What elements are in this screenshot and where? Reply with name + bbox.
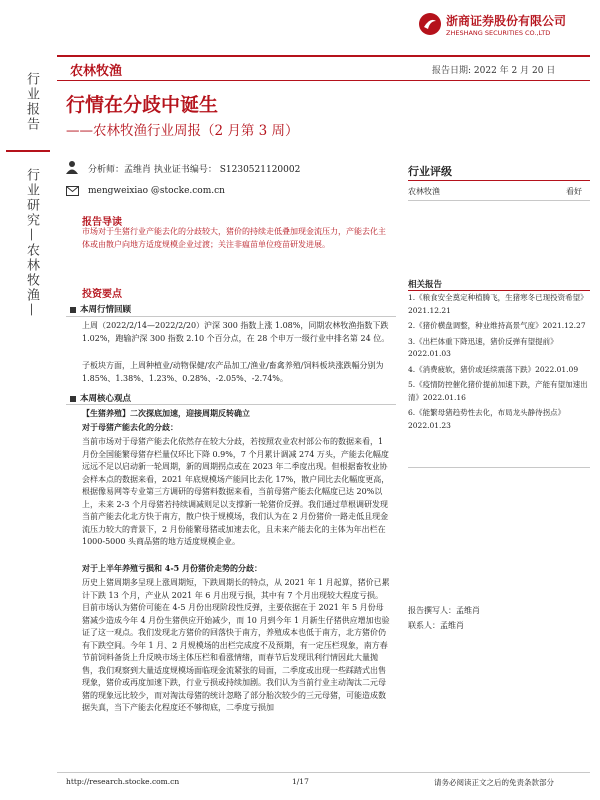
header-rule bbox=[57, 55, 590, 57]
rating-sector: 农林牧渔 bbox=[408, 187, 440, 196]
footer-url[interactable]: http://research.stocke.com.cn bbox=[66, 777, 180, 786]
rating-bottom-rule bbox=[408, 200, 590, 201]
review-p2: 子板块方面，上周种植业/动物保健/农产品加工/渔业/畜禽养殖/饲料板块涨跌幅分别为 1.85%、1.38%、1.23%、0.28%、-2.05%、-2.74%。 bbox=[82, 361, 384, 383]
report-date: 报告日期: 2022 年 2 月 20 日 bbox=[432, 66, 556, 76]
footer-disclaimer: 请务必阅读正文之后的免责条款部分 bbox=[434, 778, 554, 787]
guide-title: 报告导读 bbox=[82, 217, 122, 228]
bullet-icon bbox=[70, 307, 76, 313]
q1-heading: 对于母猪产能去化的分歧： bbox=[82, 422, 178, 432]
sidebar-top: 行业报告 bbox=[24, 72, 39, 132]
related-title: 相关报告 bbox=[408, 280, 443, 290]
review-heading bbox=[70, 303, 131, 315]
header-thin-rule bbox=[57, 80, 590, 81]
sector-tag: 农林牧渔 bbox=[70, 64, 123, 79]
analyst-email[interactable]: mengweixiao @stocke.com.cn bbox=[88, 186, 225, 196]
logo-cn: 浙商证券股份有限公司 bbox=[446, 14, 567, 28]
bullet-icon bbox=[70, 396, 76, 402]
sidebar-bottom: 行业研究—农林牧渔— bbox=[24, 168, 39, 318]
review-title: 本周行情回顾 bbox=[80, 305, 132, 315]
core-title: 本周核心观点 bbox=[80, 394, 132, 404]
guide-text: 市场对于生猪行业产能去化的分歧较大，猪价的持续走低叠加现金流压力，产能去化主体或由散户向地方适度规模企业过渡；关注非瘟苗单位疫苗研发进展。 bbox=[82, 227, 386, 249]
related-bottom-rule bbox=[408, 467, 590, 468]
report-author: 报告撰写人：孟维肖 bbox=[408, 606, 480, 615]
page-subtitle: ——农林牧渔行业周报（2 月第 3 周） bbox=[66, 123, 299, 139]
q2-heading: 对于上半年养殖亏损和 4-5 月份猪价走势的分歧： bbox=[82, 563, 263, 573]
sidebar-divider bbox=[6, 150, 50, 152]
zheshang-logo-icon bbox=[418, 12, 442, 36]
q2-text: 历史上猪周期多呈现上涨周期短，下跌周期长的特点，从 2021 年 1 月起算，猪价已累计下跌 13 个月，产业从 2021 年 6 月出现亏损，其中有 7 个月出现较大程度亏损。目前市场认为猪价可能在 4-5 月份出现阶段性反弹，主要依据在于 2021 年 5 月份母猪减少造成今年 4 月份生猪供应开始减少，而 10 月到今年 1 月新生仔猪供应增加也验证了这一观点。我们发现北方猪价的回落快于南方，养殖成本也低于南方，北方猪价仍有下跌空间。今年 1 月、2 月规模场的出栏完成度不及预期，有一定压栏现象，南方春节前饲料备货上升反映市场主体压栏和看涨情绪，而春节后发现讯利行情因此大量抛售，我们观察到大量适度规模场面临现金流紧张的局面，二季度或出现一些踩踏式出售现象，猪价或再度加速下跌，行业亏损或持续加剧。我们认为当前行业主动淘汰二元母猪的现象远比较少，而对淘汰母猪的统计忽略了部分胎次较少的三元母猪，可能造成数据失真，当下产能去化程度还不够彻底，二季度亏损加 bbox=[82, 578, 390, 712]
related-item[interactable]: 6.《能繁母猪趋势性去化，布局龙头静待拐点》2022.01.23 bbox=[408, 408, 566, 430]
logo-en: ZHESHANG SECURITIES CO.,LTD bbox=[446, 29, 551, 37]
rating-rule bbox=[408, 180, 590, 181]
review-rule bbox=[66, 316, 396, 317]
email-icon bbox=[66, 186, 79, 196]
related-item[interactable]: 5.《疫情防控催化猪价提前加速下跌，产能有望加速出清》2022.01.16 bbox=[408, 380, 588, 402]
logo bbox=[418, 10, 588, 44]
person-icon bbox=[66, 160, 78, 174]
core-rule bbox=[66, 404, 396, 405]
review-p1: 上周（2022/2/14—2022/2/20）沪深 300 指数上涨 1.08%，同期农林牧渔指数下跌 1.02%，跑输沪深 300 指数 2.10 个百分点，在 28 个申万一级行业中排名第 24 位。 bbox=[82, 321, 390, 343]
rating-title: 行业评级 bbox=[408, 165, 452, 178]
related-item[interactable]: 1.《粮食安全奠定种植腾飞，生猪寒冬已现投资希望》2021.12.21 bbox=[408, 293, 588, 315]
core-heading: 【生猪养殖】二次探底加速，迎接周期反转确立 bbox=[82, 408, 250, 418]
related-item[interactable]: 2.《猪价横盘调整，种业维持高景气度》2021.12.27 bbox=[408, 321, 586, 330]
rating-value: 看好 bbox=[566, 187, 582, 196]
analyst-line: 分析师：孟维肖 执业证书编号： S1230521120002 bbox=[88, 165, 301, 175]
related-item[interactable]: 4.《消费疲软，猪价或延续震荡下跌》2022.01.09 bbox=[408, 364, 579, 374]
report-contact: 联系人：孟维肖 bbox=[408, 621, 464, 630]
page-title: 行情在分歧中诞生 bbox=[66, 94, 219, 116]
related-item[interactable]: 3.《出栏体重下降迅速，猪价反弹有望提前》2022.01.03 bbox=[408, 336, 558, 358]
q1-text: 当前市场对于母猪产能去化依然存在较大分歧，若按照农业农村部公布的数据来看，1 月份全国能繁母猪存栏量仅环比下降 0.9%，7 个月累计调减 274 万头，产能去化幅度远远不足以启动新一轮周期，新的周期拐点或在 2023 年二季度出现。但根据畜牧业协会样本点的数据来看，2021 年底规模场产能同比去化 17%，散户同比去化幅度更高，根据像易网等专业第三方调研的母猪料数据来看，当前母猪产能去化幅度已达 20%以上，未来 2-3 个月母猪若持续调减则足以支撑新一轮猪价反弹。我们通过草根调研发现当前产能去化北方快于南方，散户快于规模场，我们认为在 2 月份猪价一路走低且现金流压力较大的背景下，2 月份能繁母猪或加速去化，且未来产能去化的主体为年出栏在 1000-5000 头商品猪的地方适度规模企业。 bbox=[82, 437, 390, 546]
footer-rule bbox=[57, 772, 590, 773]
invest-title: 投资要点 bbox=[82, 289, 122, 300]
footer-page: 1/17 bbox=[292, 777, 309, 786]
core-heading-row bbox=[70, 392, 131, 404]
related-rule bbox=[408, 290, 590, 291]
related-list bbox=[408, 292, 590, 435]
